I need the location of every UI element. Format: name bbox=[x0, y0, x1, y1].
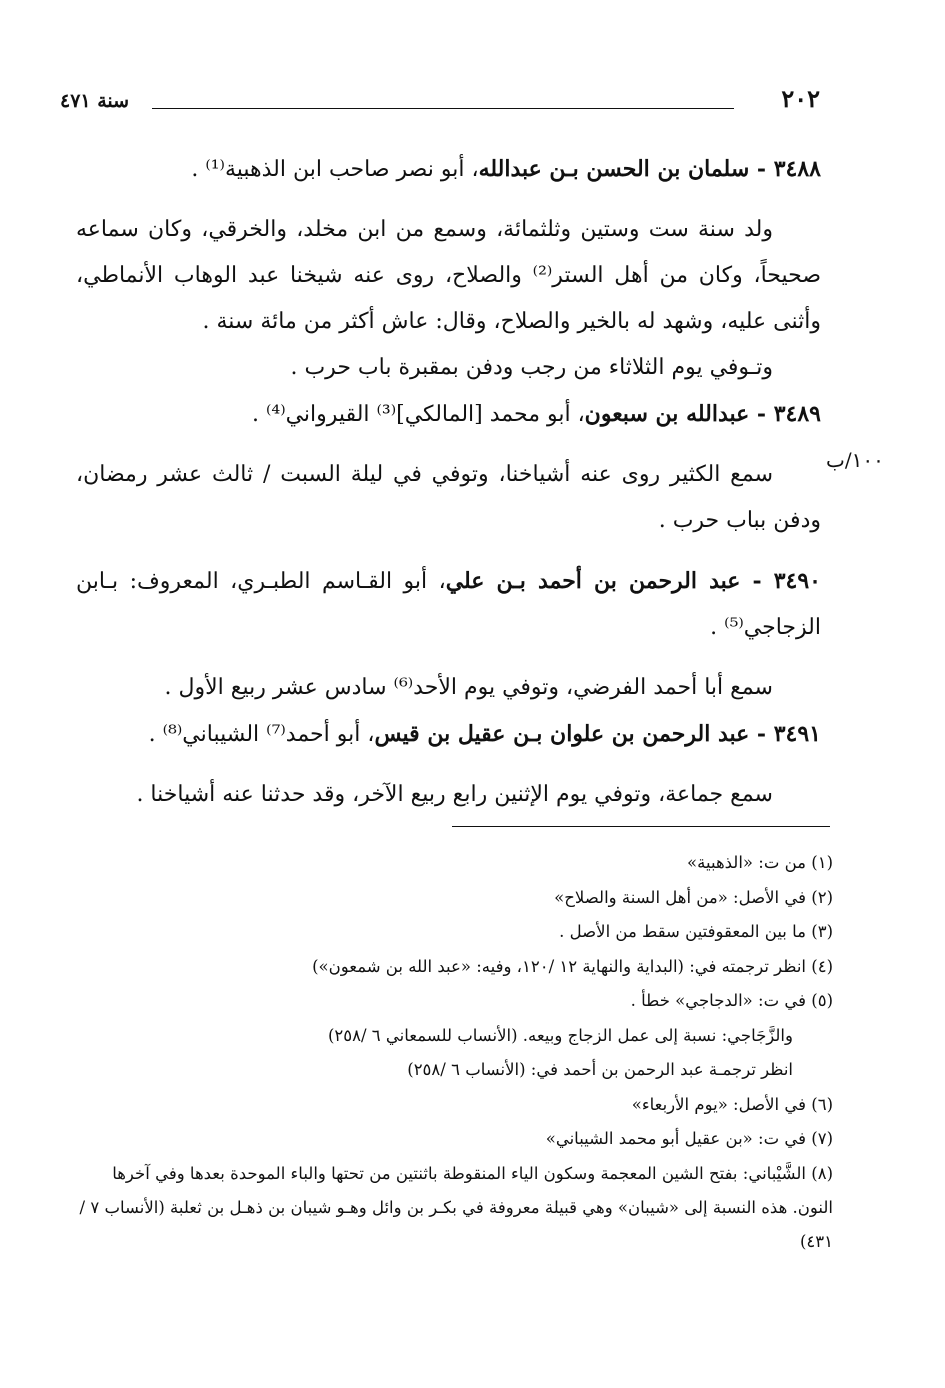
footnote: والزَّجَاجي: نسبة إلى عمل الزجاج وبيعه. (الأنساب للسمعاني ٦ /٢٥٨) bbox=[327, 1025, 793, 1045]
entry-heading: ٣٤٨٩ - عبدالله بن سبعون، أبو محمد [المالكي]⁽³⁾ القيرواني⁽⁴⁾ . bbox=[251, 401, 821, 427]
entry-paragraph: وتـوفي يوم الثلاثاء من رجب ودفن بمقبرة باب حرب . bbox=[290, 355, 773, 380]
entry-paragraph: ولد سنة ست وستين وثلثمائة، وسمع من ابن مخلد، والخرقي، وكان سماعه صحيحاً، وكان من أهل الستر⁽²⁾ والصلاح، روى عنه شيخنا عبد الوهاب الأنماطي، وأثنى عليه، وشهد له بالخير والصلاح، وقال: عاش أكثر من مائة سنة . bbox=[76, 217, 822, 334]
footnote: (١) من ت: «الذهبية» bbox=[687, 853, 833, 872]
page-number: ٢٠٢ bbox=[781, 84, 820, 113]
footnote: (٤) انظر ترجمته في: (البداية والنهاية ١٢ /١٢٠، وفيه: «عبد الله بن شمعون») bbox=[312, 956, 833, 976]
entry-heading: ٣٤٩١ - عبد الرحمن بن علوان بـن عقيل بن قيس، أبو أحمد⁽⁷⁾ الشيباني⁽⁸⁾ . bbox=[148, 721, 821, 747]
footnote: (٦) في الأصل: «يوم الأربعاء» bbox=[631, 1094, 833, 1114]
entry-heading: ٣٤٨٨ - سلمان بن الحسن بـن عبدالله، أبو نصر صاحب ابن الذهبية⁽¹⁾ . bbox=[191, 156, 821, 182]
footnote: انظر ترجمـة عبد الرحمن بن أحمد في: (الأنساب ٦ /٢٥٨) bbox=[407, 1060, 793, 1079]
footnote: (٢) في الأصل: «من أهل السنة والصلاح» bbox=[554, 887, 833, 907]
entry-paragraph: سمع الكثير روى عنه أشياخنا، وتوفي في ليلة السبت / ثالث عشر رمضان، ودفن بباب حرب . bbox=[76, 462, 821, 533]
entry-paragraph: سمع أبا أحمد الفرضي، وتوفي يوم الأحد⁽⁶⁾ سادس عشر ربيع الأول . bbox=[164, 675, 773, 700]
footnote: (٥) في ت: «الدجاجي» خطأ . bbox=[630, 991, 833, 1010]
footnote: (٣) ما بين المعقوفتين سقط من الأصل . bbox=[559, 922, 833, 941]
page-header bbox=[60, 84, 820, 118]
margin-folio-note: ١٠٠/ب bbox=[826, 448, 884, 472]
year-label: سنة ٤٧١ bbox=[60, 90, 130, 112]
entry-paragraph: سمع جماعة، وتوفي يوم الإثنين رابع ربيع الآخر، وقد حدثنا عنه أشياخنا . bbox=[136, 782, 773, 807]
header-rule bbox=[152, 108, 734, 109]
footnote: (٨) الشَّيْباني: بفتح الشين المعجمة وسكون الياء المنقوطة باثنتين من تحتها والباء الموحدة بعدها وفي آخرها النون. هذه النسبة إلى «شيبان» وهي قبيلة معروفة في بكـر بن وائل وهـو شيبان بن ذهـل بن ثعلبة (الأنساب ٧ /٤٣١) bbox=[79, 1163, 833, 1251]
footnotes bbox=[73, 846, 833, 1259]
footnote-rule bbox=[452, 826, 830, 827]
entry-heading: ٣٤٩٠ - عبد الرحمن بن أحمد بـن علي، أبو القـاسم الطبـري، المعروف: بـابن الزجاجي⁽⁵⁾ . bbox=[76, 568, 821, 640]
footnote: (٧) في ت: «بن عقيل أبو محمد الشيباني» bbox=[545, 1129, 833, 1148]
main-text bbox=[76, 146, 821, 818]
